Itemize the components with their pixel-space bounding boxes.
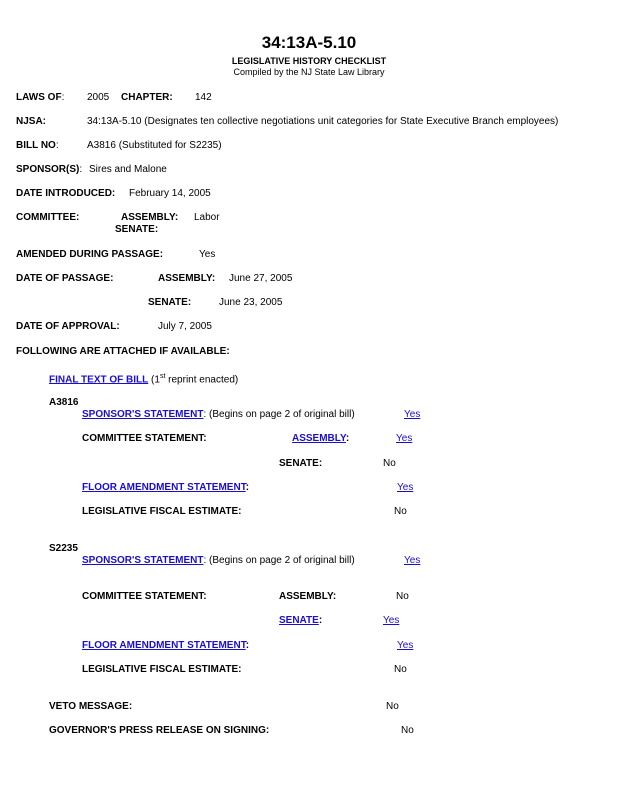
a3816-floor-statement-row [82,482,249,493]
laws-of-label: LAWS OF [16,92,62,103]
date-of-passage-label: DATE OF PASSAGE: [16,273,114,284]
sponsors-value: Sires and Malone [89,164,167,175]
chapter-label: CHAPTER: [121,92,173,103]
a3816-committee-senate-value: No [383,458,396,469]
a3816-committee-senate-label: SENATE: [279,458,323,469]
a3816-committee-assembly-colon: : [345,433,350,444]
njsa-label: NJSA: [16,116,47,127]
laws-of-value: 2005 [87,92,110,103]
committee-senate-label: SENATE: [115,224,159,235]
final-text-link[interactable]: FINAL TEXT OF BILL [49,374,149,386]
a3816-floor-statement-yes-link[interactable]: Yes [397,482,414,493]
final-text-post: reprint enacted) [165,374,239,386]
sponsors-label: SPONSOR(S) [16,164,80,175]
s2235-sponsor-statement-yes-link[interactable]: Yes [404,555,421,566]
s2235-sponsor-statement-note: : (Begins on page 2 of original bill) [203,555,355,566]
final-text-pre: (1 [148,374,160,386]
s2235-floor-statement-yes-link[interactable]: Yes [397,640,414,651]
s2235-fiscal-label: LEGISLATIVE FISCAL ESTIMATE: [82,664,242,675]
a3816-floor-statement-colon: : [245,482,250,493]
s2235-committee-assembly-value: No [396,591,409,602]
s2235-committee-senate-link[interactable]: SENATE [279,615,319,626]
s2235-sponsor-statement-row [82,555,355,566]
bill-no-row [16,140,59,151]
s2235-fiscal-value: No [394,664,407,675]
a3816-sponsor-statement-link[interactable]: SPONSOR'S STATEMENT [82,409,204,420]
njsa-value: 34:13A-5.10 (Designates ten collective negotiations unit categories for State Executive Branch employees) [87,116,559,127]
bill-no-colon: : [55,140,59,151]
s2235-committee-senate [279,615,322,626]
final-text-sup: st [159,373,166,380]
final-text-row [49,373,238,385]
a3816-committee-assembly [292,433,349,444]
page-title: 34:13A-5.10 [261,33,357,52]
date-of-approval-label: DATE OF APPROVAL: [16,321,120,332]
committee-assembly-value: Labor [194,212,220,223]
a3816-committee-statement-label: COMMITTEE STATEMENT: [82,433,207,444]
a3816-sponsor-statement-yes-link[interactable]: Yes [404,409,421,420]
page-subtitle: LEGISLATIVE HISTORY CHECKLIST [231,56,387,66]
veto-message-value: No [386,701,399,712]
veto-message-label: VETO MESSAGE: [49,701,133,712]
laws-of-row [16,92,64,103]
s2235-floor-statement-colon: : [245,640,250,651]
s2235-floor-statement-row [82,640,249,651]
a3816-fiscal-label: LEGISLATIVE FISCAL ESTIMATE: [82,506,242,517]
bill-no-value: A3816 (Substituted for S2235) [87,140,222,151]
a3816-committee-assembly-yes-link[interactable]: Yes [396,433,413,444]
s2235-sponsor-statement-link[interactable]: SPONSOR'S STATEMENT [82,555,204,566]
passage-senate-label: SENATE: [148,297,192,308]
amended-value: Yes [199,249,216,260]
a3816-sponsor-statement-note: : (Begins on page 2 of original bill) [203,409,355,420]
laws-of-colon: : [61,92,65,103]
a3816-floor-statement-link[interactable]: FLOOR AMENDMENT STATEMENT [82,482,246,493]
s2235-committee-assembly-label: ASSEMBLY: [279,591,337,602]
s2235-committee-statement-label: COMMITTEE STATEMENT: [82,591,207,602]
committee-assembly-label: ASSEMBLY: [121,212,179,223]
passage-senate-value: June 23, 2005 [219,297,283,308]
a3816-sponsor-statement-row [82,409,355,420]
press-release-value: No [401,725,414,736]
date-introduced-label: DATE INTRODUCED: [16,188,116,199]
s2235-committee-senate-colon: : [318,615,323,626]
s2235-heading: S2235 [49,543,78,554]
a3816-fiscal-value: No [394,506,407,517]
passage-assembly-value: June 27, 2005 [229,273,293,284]
s2235-floor-statement-link[interactable]: FLOOR AMENDMENT STATEMENT [82,640,246,651]
compiled-by: Compiled by the NJ State Law Library [233,67,385,77]
sponsors-row [16,164,82,175]
date-of-approval-value: July 7, 2005 [158,321,212,332]
chapter-value: 142 [195,92,212,103]
bill-no-label: BILL NO [16,140,56,151]
a3816-committee-assembly-link[interactable]: ASSEMBLY [292,433,346,444]
committee-label: COMMITTEE: [16,212,80,223]
sponsors-colon: : [79,164,83,175]
s2235-committee-senate-yes-link[interactable]: Yes [383,615,400,626]
attached-heading: FOLLOWING ARE ATTACHED IF AVAILABLE: [16,346,230,357]
date-introduced-value: February 14, 2005 [129,188,211,199]
passage-assembly-label: ASSEMBLY: [158,273,216,284]
amended-label: AMENDED DURING PASSAGE: [16,249,164,260]
press-release-label: GOVERNOR'S PRESS RELEASE ON SIGNING: [49,725,270,736]
a3816-heading: A3816 [49,397,79,408]
